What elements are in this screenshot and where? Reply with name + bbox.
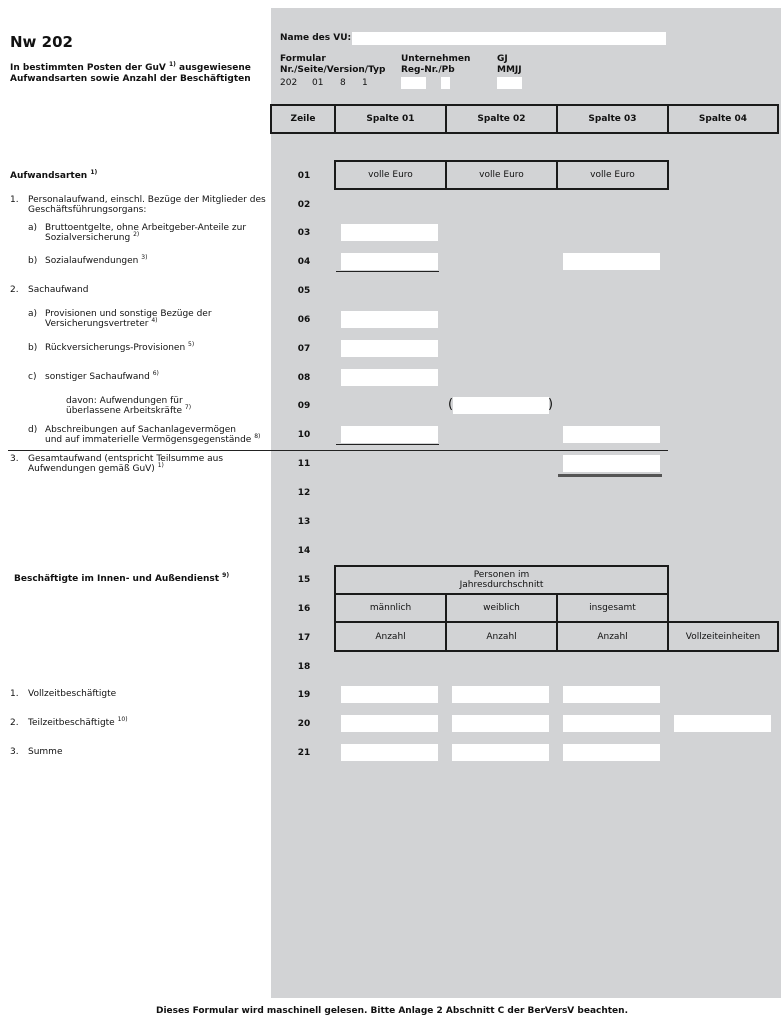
input-r10-s03[interactable] [563, 426, 660, 443]
unit-volle-euro-02: volle Euro [445, 160, 558, 190]
header-personen-jahresdurchschnitt: Personen im Jahresdurchschnitt [334, 565, 669, 595]
input-r03-s01[interactable] [341, 224, 438, 241]
label-summe: Summe [28, 747, 63, 757]
label-rueckversicherungs-provisionen: Rückversicherungs-Provisionen $^{5)}$ [45, 341, 195, 353]
col-header-zeile: Zeile [270, 104, 336, 134]
formular-version: 8 [340, 78, 346, 88]
input-r20-s03[interactable] [563, 715, 660, 732]
row-number: 01 [297, 171, 311, 181]
col-header-spalte03: Spalte 03 [556, 104, 669, 134]
label-num: a) [28, 223, 38, 233]
label-num: a) [28, 309, 38, 319]
col-header-spalte01: Spalte 01 [334, 104, 447, 134]
label-sozialaufwendungen: Sozialaufwendungen $^{3)}$ [45, 254, 148, 266]
row-number: 17 [297, 633, 311, 643]
label-sonstiger-sachaufwand: sonstiger Sachaufwand $^{6)}$ [45, 370, 159, 382]
label-num: 2. [10, 285, 19, 295]
subtotal-underline [336, 271, 439, 272]
label-num: 3. [10, 454, 19, 464]
input-r06-s01[interactable] [341, 311, 438, 328]
name-input[interactable] [352, 32, 666, 45]
row-number: 04 [297, 257, 311, 267]
unit-anzahl-01: Anzahl [334, 621, 447, 652]
unternehmen-sub-label: Reg-Nr./Pb [401, 65, 455, 75]
section-beschaeftigte: Beschäftigte im Innen- und Außendienst $^{9)}$ [14, 572, 230, 584]
label-personalaufwand: Personalaufwand, einschl. Bezüge der Mitglieder des [28, 195, 266, 205]
section-aufwandsarten: Aufwandsarten $^{1)}$ [10, 169, 98, 181]
gj-input[interactable] [497, 77, 522, 89]
label-davon-cont: überlassene Arbeitskräfte $^{7)}$ [66, 404, 192, 416]
input-r07-s01[interactable] [341, 340, 438, 357]
unit-anzahl-03: Anzahl [556, 621, 669, 652]
label-personalaufwand-cont: Geschäftsführungsorgans: [28, 205, 147, 215]
row-number: 03 [297, 228, 311, 238]
input-r20-s04[interactable] [674, 715, 771, 732]
pb-input[interactable] [441, 77, 450, 89]
form-input-area [271, 8, 781, 998]
input-r20-s02[interactable] [452, 715, 549, 732]
unit-vollzeiteinheiten: Vollzeiteinheiten [667, 621, 779, 652]
formular-nr: 202 [280, 78, 298, 88]
label-num: b) [28, 343, 38, 353]
row-number: 08 [297, 373, 311, 383]
label-num: b) [28, 256, 38, 266]
header-maennlich: männlich [334, 593, 447, 623]
col-header-spalte02: Spalte 02 [445, 104, 558, 134]
input-r10-s01[interactable] [341, 426, 438, 443]
label-num: 3. [10, 747, 19, 757]
row-number: 09 [297, 401, 311, 411]
total-double-underline [558, 474, 662, 477]
input-r19-s03[interactable] [563, 686, 660, 703]
gj-sub-label: MMJJ [497, 65, 522, 75]
formular-sub-label: Nr./Seite/Version/Typ [280, 65, 386, 75]
unit-volle-euro-03: volle Euro [556, 160, 669, 190]
label-num: 1. [10, 195, 19, 205]
col-header-spalte04: Spalte 04 [667, 104, 779, 134]
input-r21-s02[interactable] [452, 744, 549, 761]
row-number: 11 [297, 459, 311, 469]
formular-label: Formular [280, 54, 326, 64]
form-subtitle-line2: Aufwandsarten sowie Anzahl der Beschäftigten [10, 74, 251, 84]
label-gesamtaufwand: Gesamtaufwand (entspricht Teilsumme aus [28, 454, 224, 464]
input-r19-s01[interactable] [341, 686, 438, 703]
row-number: 02 [297, 200, 311, 210]
input-r21-s01[interactable] [341, 744, 438, 761]
label-bruttoentgelte-cont: Sozialversicherung $^{2)}$ [45, 231, 140, 243]
row-number: 19 [297, 690, 311, 700]
label-provisionen: Provisionen und sonstige Bezüge der [45, 309, 212, 319]
row-number: 15 [297, 575, 311, 585]
input-r04-s01[interactable] [341, 253, 438, 270]
name-label: Name des VU: [280, 33, 352, 43]
form-subtitle-line1: In bestimmten Posten der GuV $^{1)}$ ausgewiesene [10, 61, 251, 73]
bracket-open: ( [448, 397, 454, 412]
row-number: 16 [297, 604, 311, 614]
label-davon: davon: Aufwendungen für [66, 396, 183, 406]
subtotal-underline [336, 444, 439, 445]
label-gesamtaufwand-cont: Aufwendungen gemäß GuV) $^{1)}$ [28, 462, 164, 474]
row-number: 20 [297, 719, 311, 729]
bracket-close: ) [548, 397, 554, 412]
label-bruttoentgelte: Bruttoentgelte, ohne Arbeitgeber-Anteile zur [45, 223, 247, 233]
unit-anzahl-02: Anzahl [445, 621, 558, 652]
label-num: d) [28, 425, 38, 435]
label-sachaufwand: Sachaufwand [28, 285, 89, 295]
input-r11-s03[interactable] [563, 455, 660, 472]
footer-note: Dieses Formular wird maschinell gelesen. Bitte Anlage 2 Abschnitt C der BerVersV beachten. [155, 1006, 628, 1016]
label-num: c) [28, 372, 37, 382]
input-r19-s02[interactable] [452, 686, 549, 703]
header-weiblich: weiblich [445, 593, 558, 623]
label-abschreibungen: Abschreibungen auf Sachanlagevermögen [45, 425, 236, 435]
label-num: 2. [10, 718, 19, 728]
input-r09-s02[interactable] [453, 397, 549, 414]
row-number: 12 [297, 488, 311, 498]
row-number: 05 [297, 286, 311, 296]
label-vollzeitbeschaeftigte: Vollzeitbeschäftigte [28, 689, 117, 699]
gj-label: GJ [497, 54, 508, 64]
row-number: 10 [297, 430, 311, 440]
input-r04-s03[interactable] [563, 253, 660, 270]
unit-volle-euro-01: volle Euro [334, 160, 447, 190]
formular-seite: 01 [312, 78, 324, 88]
reg-nr-input[interactable] [401, 77, 426, 89]
input-r20-s01[interactable] [341, 715, 438, 732]
label-provisionen-cont: Versicherungsvertreter $^{4)}$ [45, 317, 158, 329]
unternehmen-label: Unternehmen [401, 54, 471, 64]
header-insgesamt: insgesamt [556, 593, 669, 623]
section-divider [8, 450, 668, 451]
input-r08-s01[interactable] [341, 369, 438, 386]
row-number: 06 [297, 315, 311, 325]
label-teilzeitbeschaeftigte: Teilzeitbeschäftigte $^{10)}$ [28, 716, 128, 728]
form-code: Nw 202 [10, 33, 73, 51]
label-num: 1. [10, 689, 19, 699]
row-number: 13 [297, 517, 311, 527]
label-abschreibungen-cont: und auf immaterielle Vermögensgegenstände $^{8)}$ [45, 433, 261, 445]
row-number: 21 [297, 748, 311, 758]
row-number: 07 [297, 344, 311, 354]
row-number: 18 [297, 662, 311, 672]
input-r21-s03[interactable] [563, 744, 660, 761]
row-number: 14 [297, 546, 311, 556]
formular-typ: 1 [362, 78, 368, 88]
